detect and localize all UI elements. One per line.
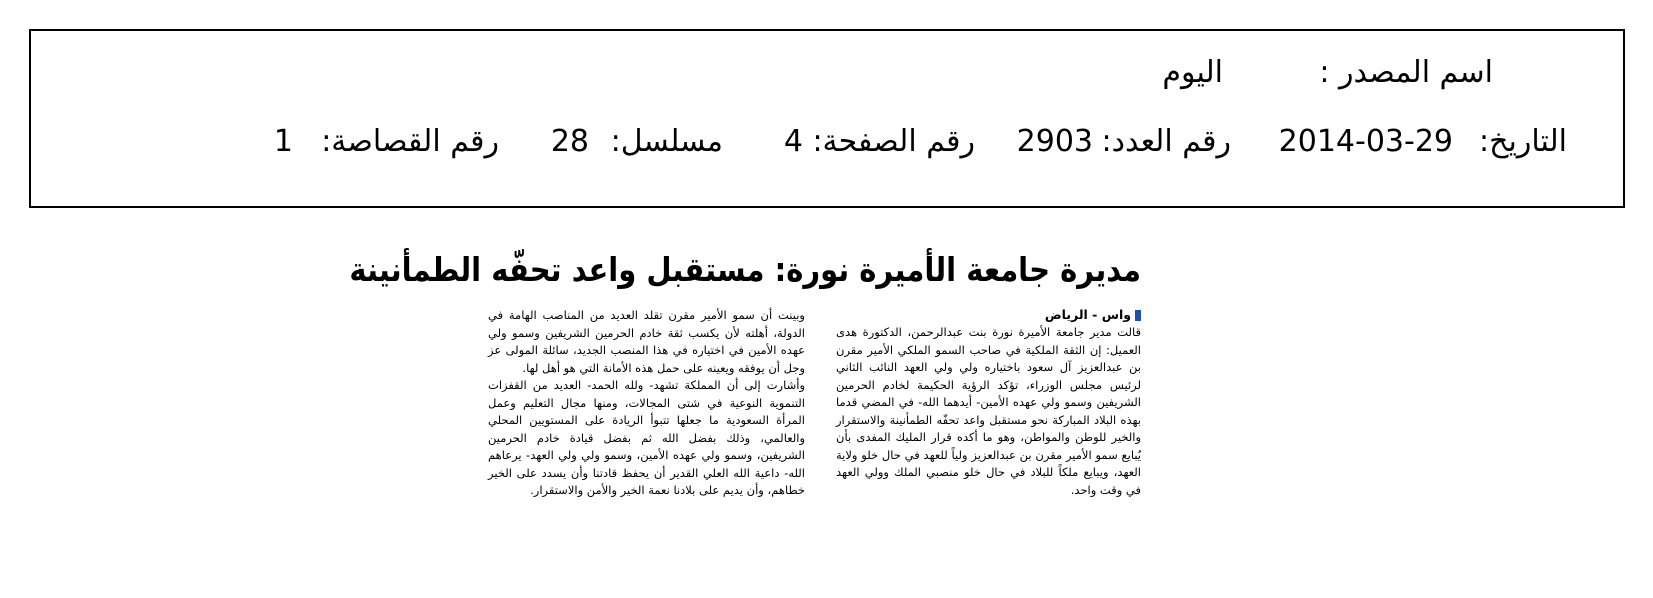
page-label: رقم الصفحة: bbox=[812, 124, 975, 159]
date-label: التاريخ: bbox=[1479, 124, 1567, 159]
left-column-paragraph-1: وبينت أن سمو الأمير مقرن تقلد العديد من المناصب الهامة في الدولة، أهلته لأن يكسب ثقة خادم الحرمين الشريفين وسمو ولي عهده الأمين في اختياره في هذا المنصب الجديد، سائلة المولى عز وجل أن يوفقه ويعينه على حمل هذه الأمانة التي هو أهل لها. bbox=[488, 308, 805, 375]
newspaper-clipping bbox=[349, 248, 1141, 518]
clipping-value: 1 bbox=[273, 124, 293, 159]
source-label: اسم المصدر : bbox=[1319, 55, 1493, 90]
issue-label: رقم العدد: bbox=[1101, 124, 1231, 159]
source-info-box bbox=[29, 29, 1625, 208]
article-column-left bbox=[488, 307, 805, 500]
dateline-text: واس - الرياض bbox=[1044, 307, 1131, 322]
serial-label: مسلسل: bbox=[610, 124, 723, 159]
bookmark-icon bbox=[1135, 310, 1141, 321]
left-column-paragraph-2: وأشارت إلى أن المملكة تشهد- ولله الحمد- العديد من القفزات التنموية النوعية في شتى المجالات، ومنها مجال التعليم وعمل المرأة السعودية ما جعلها تتبوأ الريادة على المستويين المحلي والعالمي، وذلك بفضل الله ثم بفضل قيادة خادم الحرمين الشريفين، وسمو ولي عهده الأمين، وسمو ولي ولي العهد- يرعاهم الله- داعية الله العلي القدير أن يحفظ قادتنا وأن يسدد على الخير خطاهم، وأن يديم على بلادنا نعمة الخير والأمن والاستقرار. bbox=[488, 378, 805, 497]
source-value: اليوم bbox=[1162, 55, 1223, 90]
date-value: 2014-03-29 bbox=[1278, 124, 1453, 159]
serial-value: 28 bbox=[550, 124, 589, 159]
clipping-label: رقم القصاصة: bbox=[321, 124, 499, 159]
article-headline: مديرة جامعة الأميرة نورة: مستقبل واعد تحفّه الطمأنينة bbox=[349, 250, 1141, 289]
page-value: 4 bbox=[783, 124, 803, 159]
article-dateline bbox=[1045, 307, 1141, 323]
article-column-right bbox=[836, 324, 1141, 499]
right-column-paragraph: قالت مدير جامعة الأميرة نورة بنت عبدالرحمن، الدكتورة هدى العميل: إن الثقة الملكية في صاحب السمو الملكي الأمير مقرن بن عبدالعزيز آل سعود باختياره ولي ولي العهد النائب الثاني لرئيس مجلس الوزراء، تؤكد الرؤية الحكيمة لخادم الحرمين الشريفين وسمو ولي عهده الأمين- أيدهما الله- في المضي قدما بهذه البلاد المباركة نحو مستقبل واعد تحفّه الطمأنينة والاستقرار والخير للوطن والمواطن، وهو ما أكده قرار المليك المفدى بأن يُبايع سمو الأمير مقرن بن عبدالعزيز ولياً للعهد في حال خلو ولاية العهد، ويبايع ملكاً للبلاد في حال خلو منصبي الملك وولي العهد في وقت واحد. bbox=[836, 325, 1141, 497]
issue-value: 2903 bbox=[1016, 124, 1093, 159]
